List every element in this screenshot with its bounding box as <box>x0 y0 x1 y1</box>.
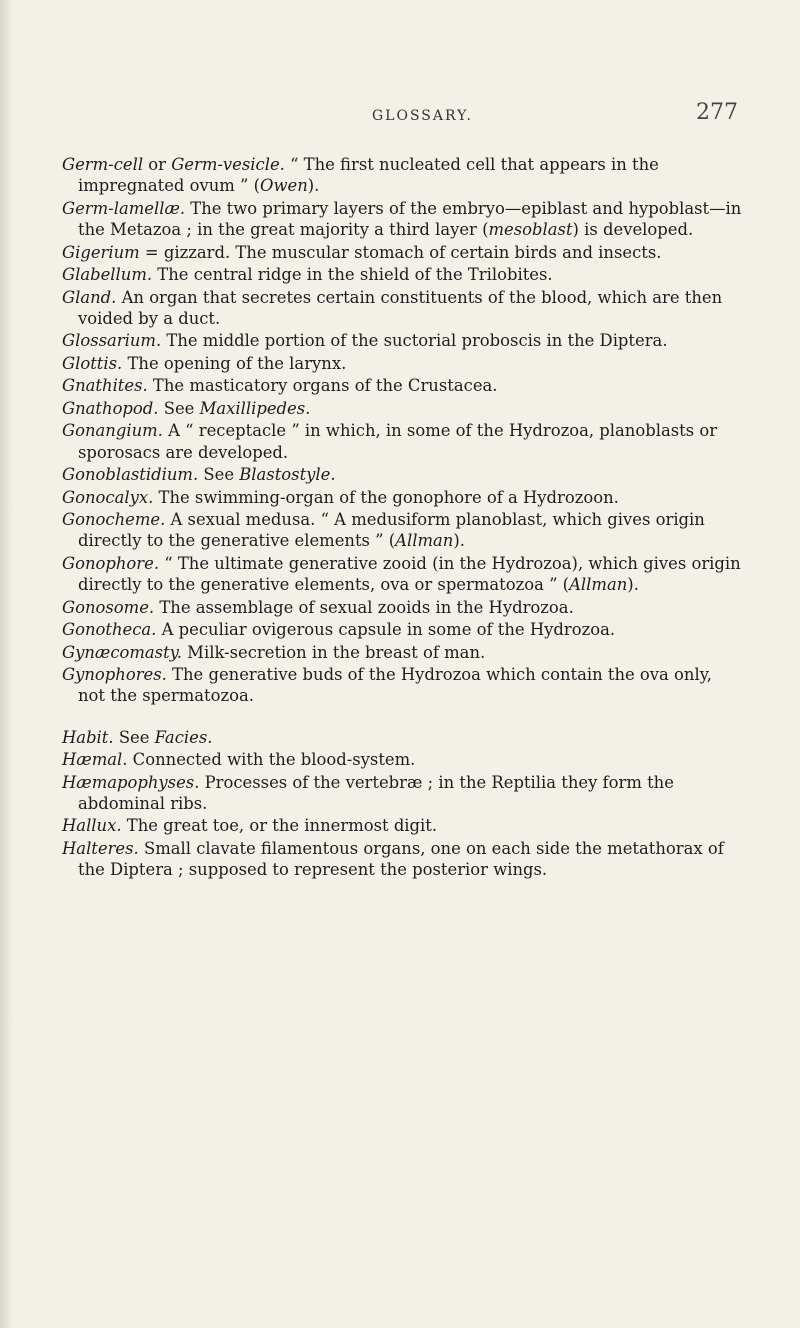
glossary-entry <box>62 597 742 618</box>
entry-text: The two primary layers of the embryo—epiblast and hypoblast—in the Metazoa ; in the great majority a third layer ( <box>78 198 742 240</box>
glossary-entry <box>62 154 742 197</box>
entry-text: The opening of the larynx. <box>122 353 347 373</box>
glossary-entry <box>62 838 742 881</box>
glossary-entry <box>62 353 742 374</box>
glossary-entry <box>62 487 742 508</box>
glossary-entry <box>62 815 742 836</box>
entry-authority: Allman <box>569 575 628 595</box>
entry-term: Gonophore. <box>62 553 160 573</box>
entry-term: Glabellum. <box>62 265 153 285</box>
entry-text: ). <box>307 176 320 196</box>
entry-term: Gnathites. <box>62 376 148 396</box>
entry-term: Gonotheca. <box>62 620 157 640</box>
entry-term: Hallux. <box>62 816 122 836</box>
entry-term: Hæmal. <box>62 750 128 770</box>
entry-text: ) is developed. <box>572 220 694 240</box>
glossary-entry <box>62 749 742 770</box>
entry-text: “ The first nucleated cell that appears in the impregnated ovum ” ( <box>78 155 659 196</box>
entry-italic-term: mesoblast <box>488 220 573 240</box>
page-header <box>0 100 800 140</box>
entry-text: The masticatory organs of the Crustacea. <box>147 376 498 396</box>
entry-text: Connected with the blood-system. <box>127 750 416 770</box>
entry-cross-reference: Maxillipedes. <box>199 398 311 418</box>
entry-term: Germ-cell <box>62 155 144 174</box>
entry-text: See <box>158 398 200 418</box>
entry-text: A peculiar ovigerous capsule in some of the Hydrozoa. <box>156 620 616 640</box>
glossary-entry <box>62 664 742 707</box>
entry-term: Gynophores. <box>62 665 167 685</box>
entry-term: Gonocalyx. <box>62 487 154 507</box>
entry-term: Glossarium. <box>62 331 162 351</box>
glossary-entry <box>62 287 742 330</box>
entry-term: Gynæcomasty. <box>62 642 182 662</box>
entry-text: The generative buds of the Hydrozoa which contain the ova only, not the spermatozoa. <box>78 665 712 706</box>
entry-term: Glottis. <box>62 353 123 373</box>
entry-term: Gonocheme. <box>62 510 166 529</box>
entry-text: A “ receptacle ” in which, in some of the Hydrozoa, planoblasts or sporosacs are developed. <box>78 421 718 462</box>
glossary-entry <box>62 509 742 552</box>
glossary-entry <box>62 727 742 748</box>
entry-text: The swimming-organ of the gonophore of a Hydrozoon. <box>153 487 619 507</box>
entry-term: Gland. <box>62 287 117 307</box>
entry-term: Gonangium. <box>62 421 163 441</box>
entry-cross-reference: Blastostyle. <box>239 465 336 485</box>
entry-term: Germ-lamellæ. <box>62 198 186 218</box>
entry-text: ). <box>627 575 639 595</box>
entry-text: An organ that secretes certain constituents of the blood, which are then voided by a duct. <box>78 287 723 328</box>
entry-term: Gonosome. <box>62 597 155 617</box>
entry-text: Small clavate filamentous organs, one on each side the metathorax of the Diptera ; supposed to represent the posterior wings. <box>78 838 724 880</box>
entry-term: Hæmapophyses. <box>62 772 200 792</box>
glossary-entry <box>62 198 742 241</box>
entry-term: Gnathopod. <box>62 398 159 418</box>
glossary-entry <box>62 553 742 596</box>
entry-text: “ The ultimate generative zooid (in the Hydrozoa), which gives origin directly to the generative elements, ova or spermatozoa ” ( <box>78 553 741 595</box>
page-edge-shadow <box>0 0 14 1328</box>
entry-text: The middle portion of the suctorial proboscis in the Diptera. <box>161 331 668 351</box>
glossary-entry <box>62 330 742 351</box>
entry-authority: Owen <box>260 176 308 196</box>
entry-term-alt: Germ-vesicle. <box>171 155 285 174</box>
entry-term: Halteres. <box>62 838 139 858</box>
glossary-entry <box>62 772 742 815</box>
entry-text: or <box>143 155 172 174</box>
glossary-entry <box>62 398 742 419</box>
entry-text: The central ridge in the shield of the Trilobites. <box>152 265 553 285</box>
entry-text: ). <box>453 531 465 551</box>
glossary-entry <box>62 242 742 263</box>
glossary-entries <box>62 154 742 882</box>
glossary-entry <box>62 619 742 640</box>
entry-text: A sexual medusa. “ A medusiform planoblast, which gives origin directly to the generative elements ” ( <box>78 510 705 551</box>
glossary-entry <box>62 642 742 663</box>
entry-text: Processes of the vertebræ ; in the Reptilia they form the abdominal ribs. <box>78 772 674 813</box>
entry-cross-reference: Facies. <box>154 727 213 747</box>
glossary-entry <box>62 420 742 463</box>
glossary-entry <box>62 375 742 396</box>
entry-term: Habit. <box>62 727 114 747</box>
entry-text: = gizzard. The muscular stomach of certain birds and insects. <box>139 242 662 262</box>
page-number: 277 <box>696 100 738 125</box>
entry-text: Milk-secretion in the breast of man. <box>181 642 486 662</box>
glossary-entry <box>62 464 742 485</box>
entry-term: Gigerium <box>62 242 140 262</box>
entry-text: The assemblage of sexual zooids in the Hydrozoa. <box>154 597 574 617</box>
entry-text: See <box>113 727 155 747</box>
entry-term: Gonoblastidium. <box>62 465 199 485</box>
running-head: GLOSSARY. <box>372 108 474 124</box>
entry-text: See <box>198 465 240 485</box>
glossary-entry <box>62 264 742 285</box>
entry-text: The great toe, or the innermost digit. <box>121 816 438 836</box>
entry-authority: Allman <box>395 531 454 551</box>
